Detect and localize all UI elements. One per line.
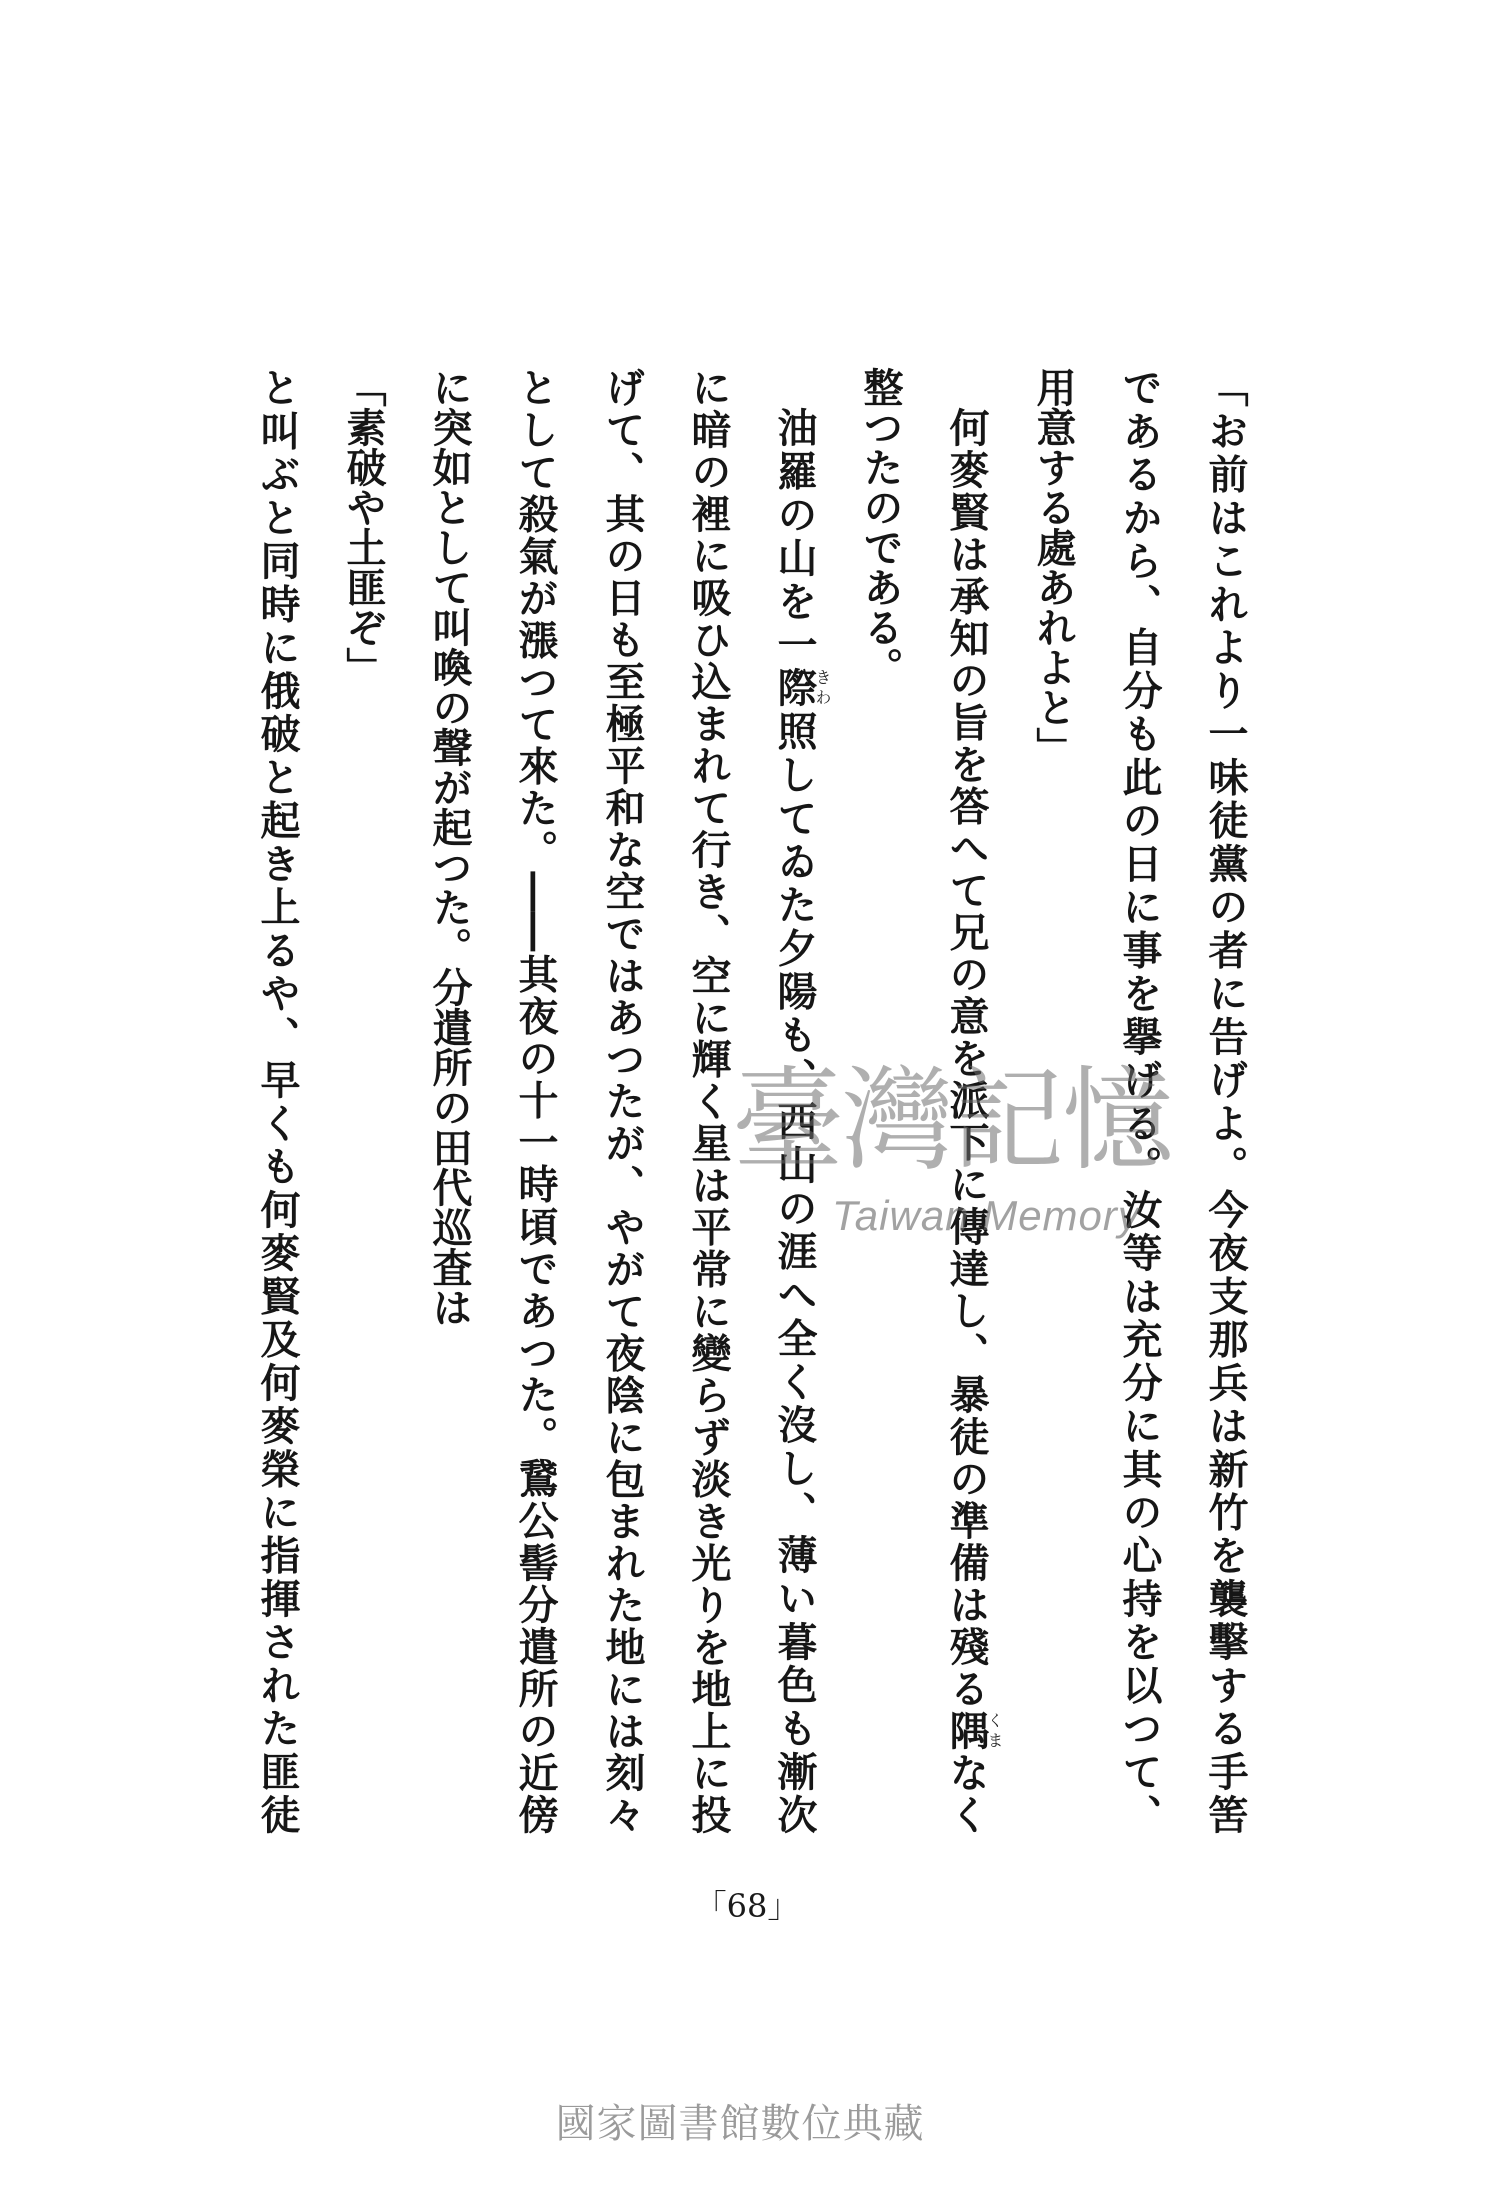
column-text-after: なく	[943, 1751, 990, 1835]
text-column-11: 「素破や土匪ぞ」	[340, 367, 387, 687]
text-column-6	[754, 367, 834, 1834]
column-text-before: 油羅の山を一	[771, 407, 818, 668]
page-number: 「68」	[694, 1887, 800, 1925]
column-text-before: 何麥賢は承知の旨を答へて兄の意を派下に傳達し、暴徒の準備は殘る	[943, 407, 990, 1710]
text-column-4	[926, 367, 1006, 1834]
text-column-8: げて、其の日も至極平和な空ではあつたが、やがて夜陰に包まれた地には刻々	[599, 367, 646, 1834]
text-column-1: 「お前はこれより一味徒黨の者に告げよ。今夜支那兵は新竹を襲擊する手筈	[1202, 367, 1249, 1835]
ruby-annotation	[943, 1709, 1004, 1752]
column-text-after: 照してゐた夕陽も、西山の涯へ全く沒し、薄い暮色も漸次	[771, 710, 818, 1834]
ruby-reading: きわ	[813, 667, 832, 708]
text-column-5: 整つたのである。	[857, 367, 904, 687]
text-column-10: に突如として叫喚の聲が起つた。分遣所の田代巡査は	[426, 367, 473, 1327]
ruby-reading: くま	[985, 1709, 1004, 1750]
watermark-subtitle: Taiwan Memory	[832, 1192, 1140, 1239]
watermark-title: 臺灣記憶	[732, 1056, 1172, 1186]
ruby-annotation	[771, 667, 832, 711]
library-footer: 國家圖書館數位典藏	[555, 2101, 925, 2147]
text-column-7: に暗の裡に吸ひ込まれて行き、空に輝く星は平常に變らず淡き光りを地上に投	[685, 367, 732, 1834]
text-column-2: であるから、自分も此の日に事を擧げる。汝等は充分に其の心持を以つて、	[1116, 367, 1163, 1835]
text-column-12: と叫ぶと同時に俄破と起き上るや、早くも何麥賢及何麥榮に指揮された匪徒	[254, 367, 301, 1835]
text-column-9: として殺氣が漲つて來た。――其夜の十一時頃であつた。鵞公髻分遣所の近傍	[512, 367, 559, 1835]
text-column-3: 用意する處あれよと」	[1030, 367, 1077, 767]
ruby-base: 隅	[943, 1709, 990, 1752]
ruby-base: 際	[771, 667, 818, 711]
